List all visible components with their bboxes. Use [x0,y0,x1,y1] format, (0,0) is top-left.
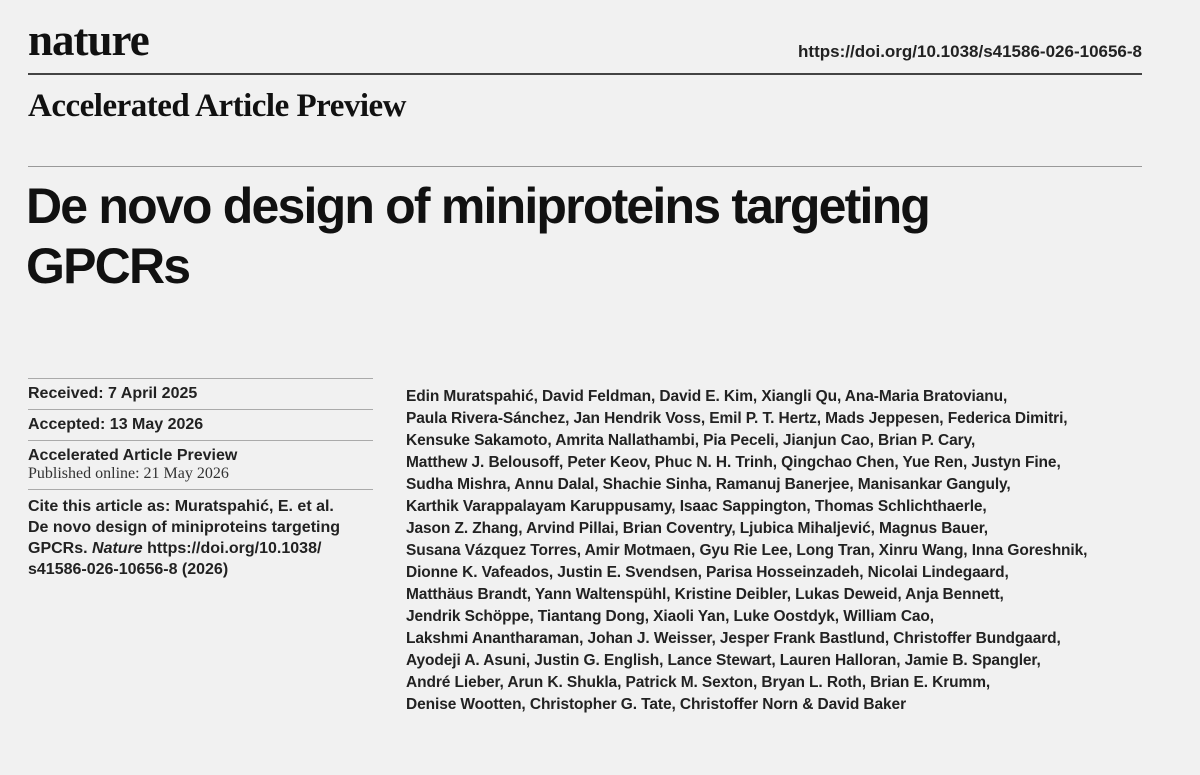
author-line: Matthew J. Belousoff, Peter Keov, Phuc N. H. Trinh, Qingchao Chen, Yue Ren, Justyn Fine, [406,454,1061,471]
accepted-date [28,410,373,440]
author-line: Jendrik Schöppe, Tiantang Dong, Xiaoli Yan, Luke Oostdyk, William Cao, [406,608,935,625]
author-line: André Lieber, Arun K. Shukla, Patrick M. Sexton, Bryan L. Roth, Brian E. Krumm, [406,674,991,691]
header-rule [28,73,1142,75]
article-metadata [28,378,373,586]
author-line: Karthik Varappalayam Karuppusamy, Isaac Sappington, Thomas Schlichthaerle, [406,498,987,515]
author-line: Dionne K. Vafeados, Justin E. Svendsen, Parisa Hosseinzadeh, Nicolai Lindegaard, [406,564,1009,581]
nature-logo[interactable]: nature [28,15,149,65]
author-line: Jason Z. Zhang, Arvind Pillai, Brian Coventry, Ljubica Mihaljević, Magnus Bauer, [406,520,988,537]
author-line: Paula Rivera-Sánchez, Jan Hendrik Voss, Emil P. T. Hertz, Mads Jeppesen, Federica Dimitri, [406,410,1068,427]
citation-doi-link[interactable]: https://doi.org/10.1038/ [142,540,322,557]
section-label: Accelerated Article Preview [28,88,407,124]
publication-info [28,441,373,489]
received-text: Received: 7 April 2025 [28,385,198,402]
accepted-text: Accepted: 13 May 2026 [28,416,204,433]
citation-title-end: GPCRs. [28,540,93,557]
citation-journal: Nature [92,540,143,557]
author-list [406,386,1136,716]
title-line-1: De novo design of miniproteins targeting [26,178,930,234]
title-line-2: GPCRs [26,238,190,294]
author-line: Ayodeji A. Asuni, Justin G. English, Lance Stewart, Lauren Halloran, Jamie B. Spangler, [406,652,1041,669]
preview-label: Accelerated Article Preview [28,447,238,464]
author-line: Edin Muratspahić, David Feldman, David E. Kim, Xiangli Qu, Ana-Maria Bratovianu, [406,388,1008,405]
article-title [26,176,1166,296]
citation-line-1: Cite this article as: Muratspahić, E. et al. [28,498,334,515]
citation-line-2: De novo design of miniproteins targeting [28,519,341,536]
section-rule [28,166,1142,167]
author-line: Lakshmi Anantharaman, Johan J. Weisser, Jesper Frank Bastlund, Christoffer Bundgaard, [406,630,1061,647]
citation-line-3 [28,538,373,559]
author-line: Kensuke Sakamoto, Amrita Nallathambi, Pia Peceli, Jianjun Cao, Brian P. Cary, [406,432,976,449]
citation-line-4[interactable]: s41586-026-10656-8 (2026) [28,561,229,578]
author-line: Sudha Mishra, Annu Dalal, Shachie Sinha, Ramanuj Banerjee, Manisankar Ganguly, [406,476,1011,493]
received-date [28,379,373,409]
author-line: Susana Vázquez Torres, Amir Motmaen, Gyu Rie Lee, Long Tran, Xinru Wang, Inna Goreshnik, [406,542,1088,559]
published-date: Published online: 21 May 2026 [28,465,229,482]
citation [28,490,373,586]
author-line: Denise Wootten, Christopher G. Tate, Christoffer Norn & David Baker [406,696,906,713]
doi-link[interactable]: https://doi.org/10.1038/s41586-026-10656-8 [798,42,1142,61]
author-line: Matthäus Brandt, Yann Waltenspühl, Kristine Deibler, Lukas Deweid, Anja Bennett, [406,586,1004,603]
